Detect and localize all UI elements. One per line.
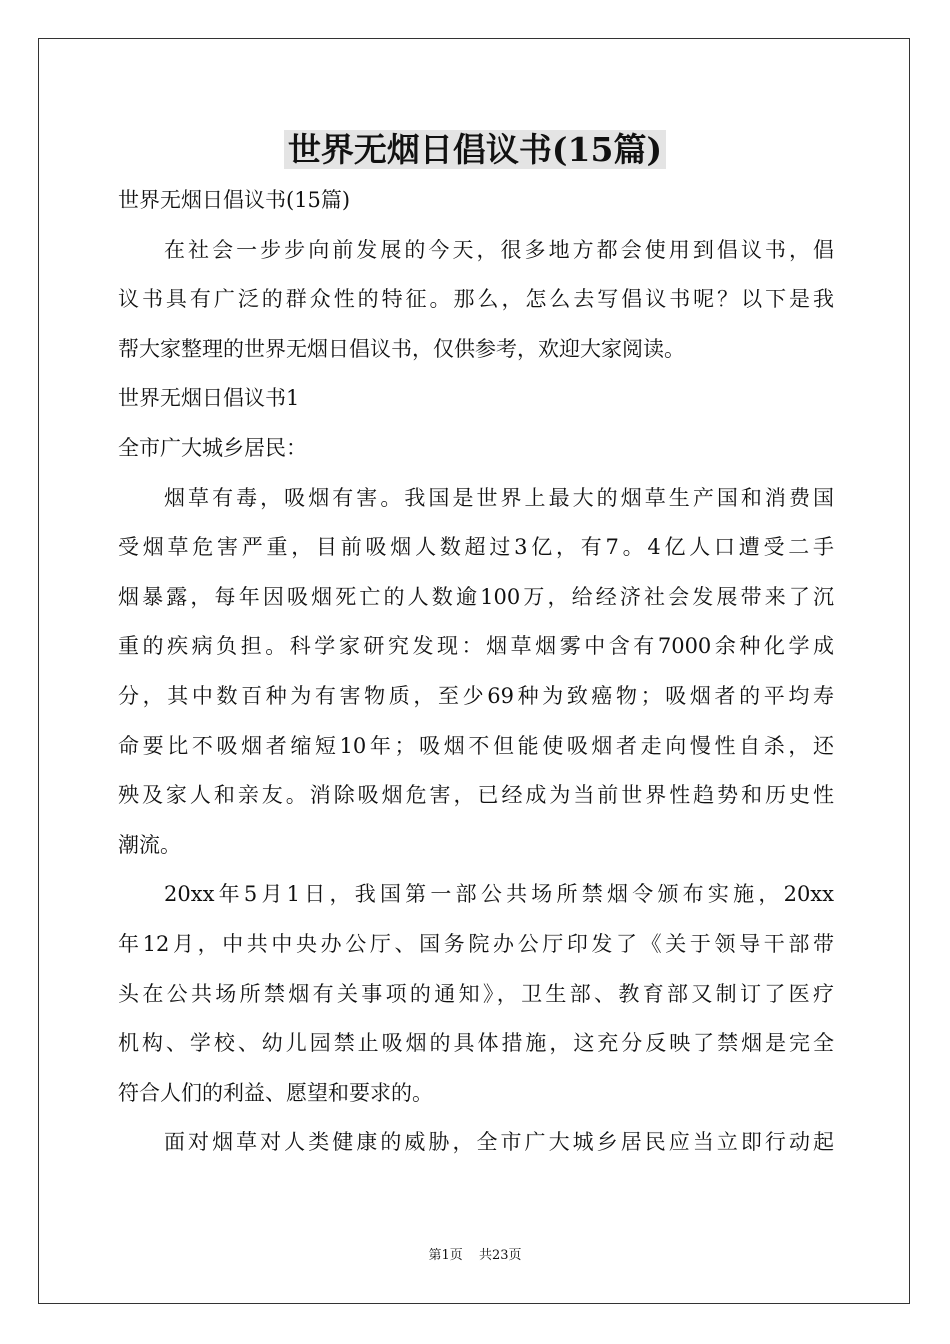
text-line: 面对烟草对人类健康的威胁，全市广大城乡居民应当立即行动起	[164, 1130, 834, 1155]
page-footer	[0, 1247, 950, 1265]
text-line: 烟草有毒，吸烟有害。我国是世界上最大的烟草生产国和消费国	[164, 485, 834, 510]
text-line: 帮大家整理的世界无烟日倡议书，仅供参考，欢迎大家阅读。	[118, 336, 685, 361]
text-line: 分，其中数百种为有害物质，至少69种为致癌物；吸烟者的平均寿	[118, 683, 834, 708]
text-line: 机构、学校、幼儿园禁止吸烟的具体措施，这充分反映了禁烟是完全	[118, 1031, 834, 1056]
text-line: 命要比不吸烟者缩短10年；吸烟不但能使吸烟者走向慢性自杀，还	[118, 733, 834, 758]
page-number: 第1页	[428, 1248, 463, 1263]
page-title-text: 世界无烟日倡议书(15篇)	[284, 130, 666, 169]
text-line: 头在公共场所禁烟有关事项的通知》，卫生部、教育部又制订了医疗	[118, 981, 834, 1006]
text-line: 潮流。	[118, 832, 181, 857]
text-line: 符合人们的利益、愿望和要求的。	[118, 1080, 433, 1105]
text-line: 全市广大城乡居民：	[118, 435, 307, 460]
text-line: 在社会一步步向前发展的今天，很多地方都会使用到倡议书，倡	[164, 237, 834, 262]
page-total: 共23页	[478, 1248, 522, 1263]
text-line: 年12月，中共中央办公厅、国务院办公厅印发了《关于领导干部带	[118, 931, 834, 956]
text-line: 世界无烟日倡议书1	[118, 386, 300, 411]
document-body	[118, 176, 834, 1168]
text-line: 殃及家人和亲友。消除吸烟危害，已经成为当前世界性趋势和历史性	[118, 783, 834, 808]
text-line: 世界无烟日倡议书(15篇)	[118, 188, 351, 212]
text-line: 烟暴露，每年因吸烟死亡的人数逾100万，给经济社会发展带来了沉	[118, 584, 834, 609]
text-line: 20xx年5月1日，我国第一部公共场所禁烟令颁布实施，20xx	[164, 882, 834, 907]
page-title	[0, 126, 950, 174]
text-line: 议书具有广泛的群众性的特征。那么，怎么去写倡议书呢？以下是我	[118, 287, 834, 312]
text-line: 重的疾病负担。科学家研究发现：烟草烟雾中含有7000余种化学成	[118, 634, 834, 659]
text-line: 受烟草危害严重，目前吸烟人数超过3亿，有7。4亿人口遭受二手	[118, 535, 834, 560]
